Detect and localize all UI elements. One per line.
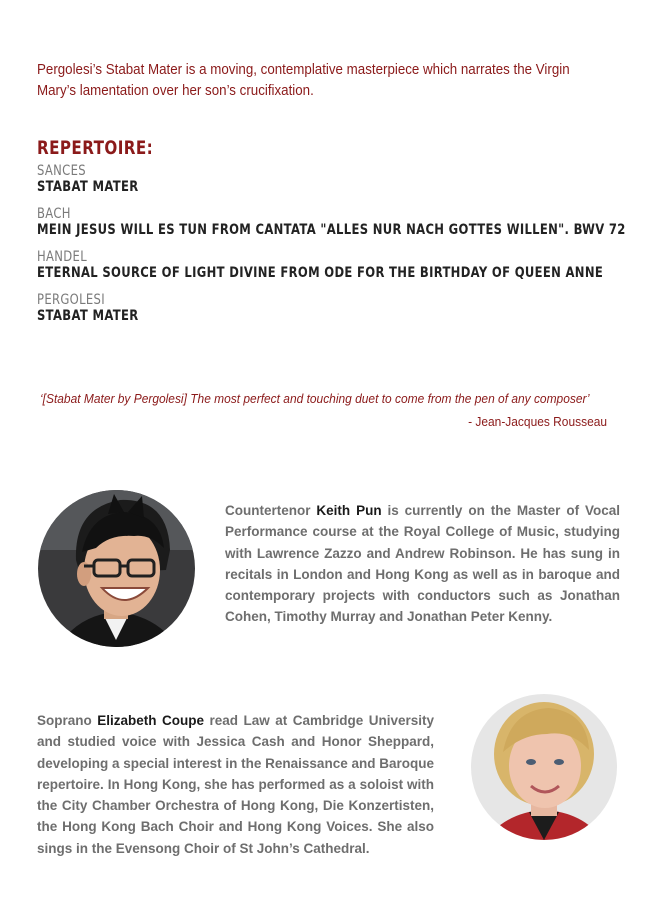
bio-elizabeth-coupe bbox=[37, 710, 434, 859]
quote-text: ‘[Stabat Mater by Pergolesi] The most perfect and touching duet to come from the pen of any composer’ bbox=[40, 391, 590, 406]
repertoire-item bbox=[37, 163, 629, 196]
quote-author: - Jean-Jacques Rousseau bbox=[468, 414, 607, 429]
bio-keith-pun bbox=[225, 500, 620, 628]
bio-text: read Law at Cambridge University and studied voice with Jessica Cash and Honor Sheppard, developing a special interest in the Renaissance and Baroque repertoire. In Hong Kong, she has performed as a soloist with the City Chamber Orchestra of Hong Kong, Die Konzertisten, the Hong Kong Bach Choir and Hong Kong Voices. She also sings in the Evensong Choir of St John’s Cathedral. bbox=[37, 713, 434, 856]
repertoire-item bbox=[37, 249, 629, 282]
work-title: MEIN JESUS WILL ES TUN FROM CANTATA "ALLES NUR NACH GOTTES WILLEN". BWV 72 bbox=[37, 222, 626, 238]
work-title: ETERNAL SOURCE OF LIGHT DIVINE FROM ODE FOR THE BIRTHDAY OF QUEEN ANNE bbox=[37, 265, 604, 281]
performer-photo-keith-pun bbox=[38, 490, 195, 647]
bio-prefix: Soprano bbox=[37, 713, 98, 728]
composer-name: PERGOLESI bbox=[37, 292, 105, 308]
composer-name: SANCES bbox=[37, 163, 86, 179]
work-title: STABAT MATER bbox=[37, 308, 139, 324]
portrait-man-icon bbox=[38, 490, 195, 647]
bio-prefix: Countertenor bbox=[225, 503, 317, 518]
intro-text: Pergolesi’s Stabat Mater is a moving, contemplative masterpiece which narrates the Virgin Mary’s lamentation over her son’s crucifixation. bbox=[37, 62, 570, 99]
repertoire-item bbox=[37, 206, 629, 239]
performer-name: Elizabeth Coupe bbox=[97, 713, 204, 728]
work-title: STABAT MATER bbox=[37, 179, 139, 195]
repertoire-heading: REPERTOIRE: bbox=[37, 137, 154, 159]
composer-name: HANDEL bbox=[37, 249, 87, 265]
portrait-woman-icon bbox=[471, 694, 617, 840]
bio-text: is currently on the Master of Vocal Performance course at the Royal College of Music, studying with Lawrence Zazzo and Andrew Robinson. He has sung in recitals in London and Hong Kong as well as in baroque and contemporary projects with conductors such as Jonathan Cohen, Timothy Murray and Jonathan Peter Kenny. bbox=[225, 503, 620, 625]
composer-name: BACH bbox=[37, 206, 71, 222]
performer-photo-elizabeth-coupe bbox=[471, 694, 617, 840]
repertoire-item bbox=[37, 292, 629, 325]
repertoire-list bbox=[37, 163, 637, 335]
performer-name: Keith Pun bbox=[316, 503, 382, 518]
